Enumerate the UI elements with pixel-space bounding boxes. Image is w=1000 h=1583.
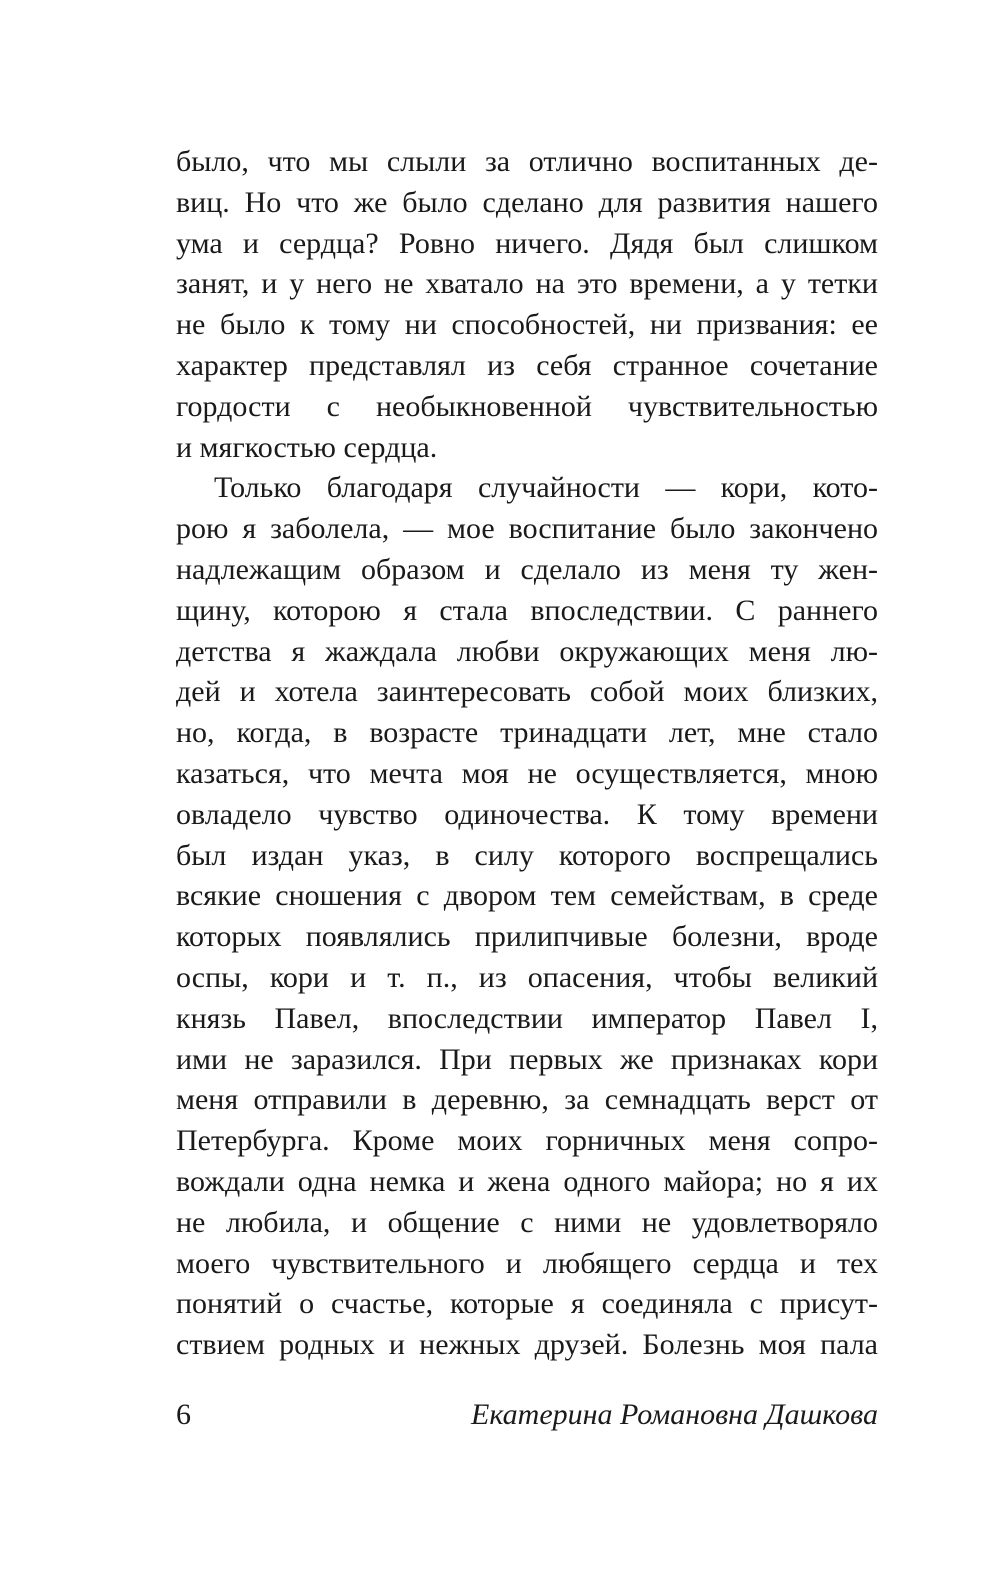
text-line: щину, которою я стала впоследствии. С раннего <box>176 593 878 627</box>
text-line: вождали одна немка и жена одного майора; но я их <box>176 1164 878 1198</box>
text-line: овладело чувство одиночества. К тому времени <box>176 797 878 831</box>
text-line: понятий о счастье, которые я соединяла с присут- <box>176 1287 878 1321</box>
text-line: и мягкостью сердца. <box>176 430 438 464</box>
text-line: меня отправили в деревню, за семнадцать верст от <box>176 1083 878 1117</box>
paragraph-1 <box>176 142 878 468</box>
body-text <box>176 142 878 1366</box>
text-line: детства я жаждала любви окружающих меня лю- <box>176 634 878 668</box>
text-line: моего чувствительного и любящего сердца и тех <box>176 1246 878 1280</box>
text-line: всякие сношения с двором тем семействам, в среде <box>176 879 878 913</box>
paragraph-2 <box>176 468 878 1366</box>
text-line: казаться, что мечта моя не осуществляется, мною <box>176 756 878 790</box>
text-line: оспы, кори и т. п., из опасения, чтобы великий <box>176 960 878 994</box>
text-line: не любила, и общение с ними не удовлетворяло <box>176 1205 878 1239</box>
text-line: занят, и у него не хватало на это времени, а у тетки <box>176 267 878 301</box>
running-title: Екатерина Романовна Дашкова <box>471 1398 878 1431</box>
text-line: не было к тому ни способностей, ни призвания: ее <box>176 308 878 342</box>
text-line: рою я заболела, — мое воспитание было закончено <box>176 512 878 546</box>
text-line: Петербурга. Кроме моих горничных меня сопро- <box>176 1124 878 1158</box>
text-line: дей и хотела заинтересовать собой моих близких, <box>176 675 878 709</box>
text-line: надлежащим образом и сделало из меня ту жен- <box>176 552 878 586</box>
text-line: характер представлял из себя странное сочетание <box>176 348 878 382</box>
text-line: но, когда, в возрасте тринадцати лет, мне стало <box>176 716 878 750</box>
page-number: 6 <box>176 1398 191 1431</box>
text-line: ими не заразился. При первых же признаках кори <box>176 1042 878 1076</box>
text-line: гордости с необыкновенной чувствительностью <box>176 389 878 423</box>
page-footer <box>176 1395 878 1435</box>
text-line: князь Павел, впоследствии император Павел I, <box>176 1001 878 1035</box>
text-line: виц. Но что же было сделано для развития нашего <box>176 185 878 219</box>
text-line: ума и сердца? Ровно ничего. Дядя был слишком <box>176 226 878 260</box>
text-line: было, что мы слыли за отлично воспитанных де- <box>176 145 878 178</box>
text-line: Только благодаря случайности — кори, кото- <box>214 471 878 505</box>
text-line: которых появлялись прилипчивые болезни, вроде <box>176 920 878 954</box>
text-line: ствием родных и нежных друзей. Болезнь моя пала <box>176 1328 878 1362</box>
text-line: был издан указ, в силу которого воспрещались <box>176 838 878 872</box>
